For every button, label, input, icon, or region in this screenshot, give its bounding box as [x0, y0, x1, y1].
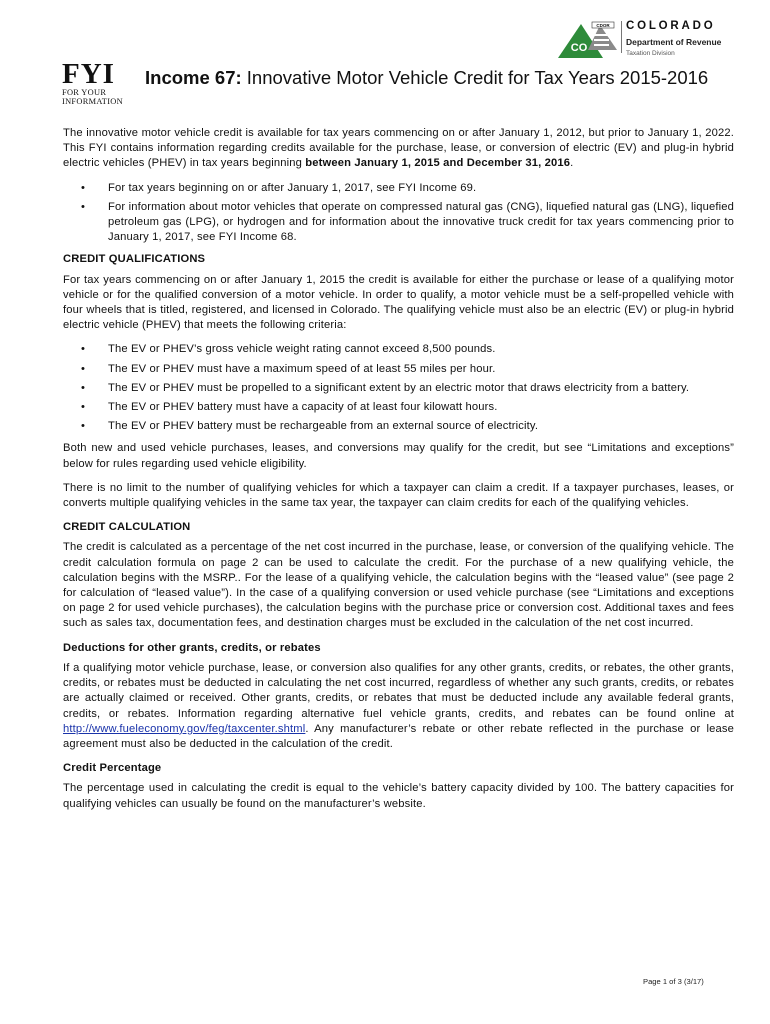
- used-vehicle-paragraph: Both new and used vehicle purchases, leases, and conversions may qualify for the credit, but see “Limitations and exceptions” below for rules regarding used vehicle eligibility.: [63, 442, 734, 470]
- fyi-tagline-line2: INFORMATION: [62, 97, 123, 106]
- section-heading-calculation: CREDIT CALCULATION: [63, 521, 191, 534]
- credit-percentage-paragraph: The percentage used in calculating the credit is equal to the vehicle’s battery capacity divided by 100. The battery capacities for qualifying vehicles can usually be found on the manufacturer’s website.: [63, 782, 734, 810]
- intro-bullet-list: [63, 181, 734, 246]
- document-body: [63, 126, 734, 821]
- fyi-tagline-line1: FOR YOUR: [62, 88, 107, 97]
- list-item: • The EV or PHEV battery must have a capacity of at least four kilowatt hours.: [63, 400, 734, 415]
- deductions-paragraph: If a qualifying motor vehicle purchase, lease, or conversion also qualifies for any other grants, credits, or rebates, the other grants, credits, or rebates must be deducted in calculating the net cost incurred, regardless of whether any such grants, credits, or rebates are actually claimed or received. Other grants, credits, or rebates that must be deducted include any available federal grants, credits, or rebates. Information regarding alternative fuel vehicle grants, credits, and rebates can be found online at http://www.fueleconomy.gov/feg/taxcenter.shtml. Any manufacturer’s rebate or other rebate reflected in the purchase or lease agreement must also be deducted in the calculation of the credit.: [63, 661, 734, 750]
- division-name: Taxation Division: [626, 50, 675, 57]
- page-title: [145, 66, 735, 90]
- calculation-paragraph: The credit is calculated as a percentage of the net cost incurred in the purchase, lease, or conversion of the qualifying vehicle. The credit calculation formula on page 2 can be used to calculate the credit. For the purchase of a new qualifying vehicle, the calculation begins with the MSRP.. For the lease of a qualifying vehicle, the calculation begins with the “leased value” (see page 2 for calculation of “leased value”). In the case of a qualifying conversion or used vehicle purchase (see “Limitations and exceptions on page 2 for used vehicle purchases), the calculation begins with the purchase price or conversion cost. Additional taxes and fees such as sales tax, documentation fees, and destination charges must be excluded in the calculation of the net cost incurred.: [63, 541, 734, 630]
- fyi-logo: [62, 60, 130, 106]
- vehicle-limit-paragraph: There is no limit to the number of qualifying vehicles for which a taxpayer can claim a credit. If a taxpayer purchases, leases, or converts multiple qualifying vehicles in the same tax year, the taxpayer can claim credits for each of the qualifying vehicles.: [63, 481, 734, 510]
- department-name: Department of Revenue: [626, 37, 722, 47]
- fyi-wordmark: FYI: [62, 58, 115, 90]
- list-item: • For tax years beginning on or after January 1, 2017, see FYI Income 69.: [63, 181, 734, 196]
- criteria-bullet-list: [63, 342, 734, 434]
- list-item: • The EV or PHEV must be propelled to a significant extent by an electric motor that draws electricity from a battery.: [63, 381, 734, 396]
- cdor-ribbon-text: CDOR: [596, 23, 610, 28]
- section-heading-credit-percentage: Credit Percentage: [63, 762, 162, 775]
- gray-mountain-shape: [588, 25, 617, 50]
- list-item: • For information about motor vehicles that operate on compressed natural gas (CNG), liquefied natural gas (LNG), liquefied petroleum gas (LPG), or hydrogen and for information about the innovative truck credit for tax years commencing prior to January 1, 2017, see FYI Income 68.: [63, 200, 734, 246]
- page-number: Page 1 of 3 (3/17): [643, 977, 704, 986]
- intro-date-range: between January 1, 2015 and December 31, 2016: [305, 157, 571, 170]
- title-label: Income 67:: [145, 67, 242, 88]
- colorado-dor-logo: [555, 20, 735, 60]
- section-heading-deductions: Deductions for other grants, credits, or rebates: [63, 641, 321, 654]
- fueleconomy-link[interactable]: http://www.fueleconomy.gov/feg/taxcenter.shtml: [63, 722, 306, 735]
- logo-separator: [621, 21, 622, 53]
- list-item: • The EV or PHEV must have a maximum speed of at least 55 miles per hour.: [63, 362, 734, 377]
- section-heading-qualifications: CREDIT QUALIFICATIONS: [63, 253, 206, 266]
- title-text: Innovative Motor Vehicle Credit for Tax Years 2015-2016: [241, 67, 709, 88]
- colorado-mountain-icon: [555, 20, 619, 60]
- colorado-wordmark: COLORADO: [626, 20, 716, 32]
- qualifications-paragraph: For tax years commencing on or after January 1, 2015 the credit is available for either the purchase or lease of a qualifying motor vehicle or for the qualified conversion of a motor vehicle. In order to qualify, a motor vehicle must be a self-propelled vehicle with four wheels that is titled, registered, and licensed in Colorado. The qualifying vehicle must also be an electric (EV) or plug-in hybrid electric vehicle (PHEV) that meets the following criteria:: [63, 273, 734, 332]
- list-item: • The EV or PHEV’s gross vehicle weight rating cannot exceed 8,500 pounds.: [63, 342, 734, 357]
- intro-paragraph: The innovative motor vehicle credit is available for tax years commencing on or after January 1, 2012, but prior to January 1, 2022. This FYI contains information regarding credits available for the purchase, lease, or conversion of electric (EV) and plug-in hybrid electric vehicles (PHEV) in tax years beginning between January 1, 2015 and December 31, 2016.: [63, 127, 734, 170]
- list-item: • The EV or PHEV battery must be rechargeable from an external source of electricity.: [63, 419, 734, 434]
- co-badge-text: CO: [570, 42, 588, 54]
